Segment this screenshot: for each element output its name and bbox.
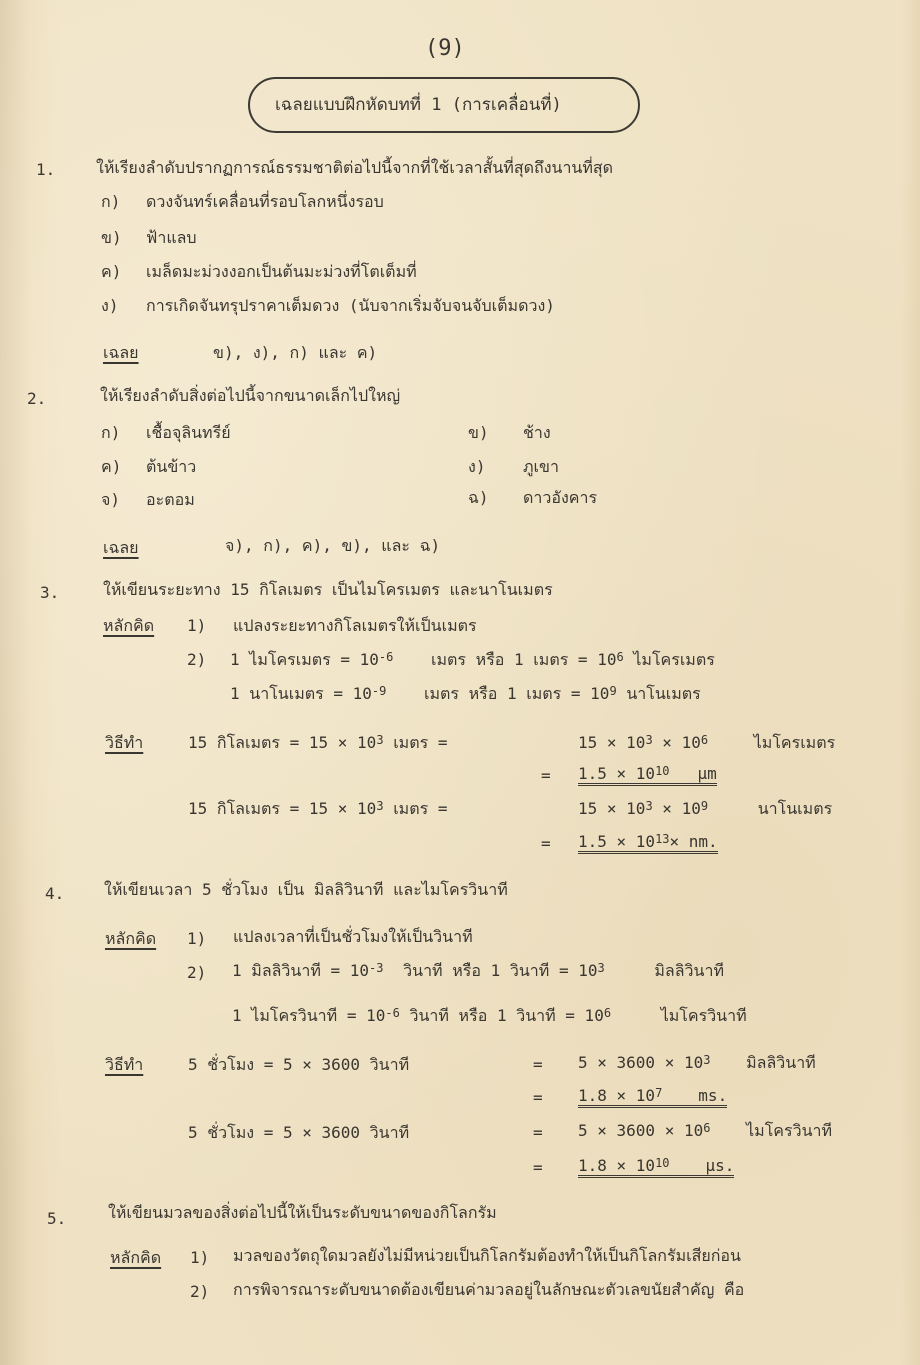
exponent: 6 (703, 1121, 711, 1135)
q4-concept-num: 1) (187, 929, 207, 948)
lhs: 15 กิโลเมตร = 15 × 10 (188, 799, 377, 818)
unit: ไมโครวินาที (746, 1121, 833, 1140)
q4-result-us (578, 1158, 734, 1178)
q1-item-text: ฟ้าแลบ (146, 228, 197, 247)
mid: วินาที หรือ 1 วินาที = 10 (409, 1006, 604, 1025)
q5-number: 5. (47, 1209, 67, 1228)
q5-concept-label: หลักคิด (110, 1248, 162, 1267)
q1-number: 1. (36, 160, 56, 179)
q4-concept-text: แปลงเวลาที่เป็นชั่วโมงให้เป็นวินาที (233, 927, 473, 946)
q3-concept-num: 2) (187, 650, 207, 669)
q3-concept-num: 1) (187, 616, 207, 635)
q4-method-eq: = (533, 1055, 543, 1074)
q3-result-nm (578, 834, 718, 854)
exponent: 10 (655, 1156, 670, 1170)
unit: นาโนเมตร (757, 799, 833, 818)
q4-method-lhs: 5 ชั่วโมง = 5 × 3600 วินาที (188, 1123, 410, 1142)
result: 1.8 × 10 (578, 1086, 656, 1105)
mid: เมตร = (393, 733, 448, 752)
exponent: -6 (378, 650, 394, 664)
exponent: 3 (645, 799, 653, 813)
mid: วินาที หรือ 1 วินาที = 10 (403, 961, 598, 980)
q4-result-eq: = (533, 1088, 543, 1107)
q1-item-key: ก) (101, 192, 121, 211)
q1-answer-label: เฉลย (103, 343, 139, 362)
rhs: ไมโครวินาที (660, 1006, 747, 1025)
q4-method-label: วิธีทำ (105, 1055, 144, 1074)
exponent: 3 (376, 733, 384, 747)
exponent: 3 (645, 733, 653, 747)
q3-concept-text: แปลงระยะทางกิโลเมตรให้เป็นเมตร (233, 616, 477, 635)
q3-result-eq: = (541, 766, 551, 785)
unit: มิลลิวินาที (746, 1053, 816, 1072)
q2-item-text: อะตอม (146, 490, 195, 509)
exponent: 6 (700, 733, 709, 747)
q2-item-key: ข) (468, 423, 489, 442)
q2-item-text: ต้นข้าว (146, 457, 197, 476)
exponent: 3 (703, 1053, 711, 1067)
rhs: มิลลิวินาที (654, 961, 724, 980)
q2-item-text: เชื้อจุลินทรีย์ (146, 423, 231, 442)
q3-method-line (188, 801, 447, 817)
calc: 15 × 10 (578, 733, 646, 752)
exponent: -9 (371, 684, 387, 698)
q2-item-text: ภูเขา (523, 457, 559, 476)
q5-concept-num: 1) (190, 1248, 210, 1267)
lhs: 15 กิโลเมตร = 15 × 10 (188, 733, 377, 752)
q3-concept-label: หลักคิด (103, 616, 155, 635)
q3-method-calc (578, 801, 832, 817)
lhs: 1 ไมโครวินาที = 10 (232, 1006, 386, 1025)
result: 1.5 × 10 (578, 832, 656, 851)
q4-result-ms (578, 1088, 727, 1108)
q3-result-um (578, 766, 717, 786)
exponent: 3 (376, 799, 384, 813)
page-title: เฉลยแบบฝึกหัดบทที่ 1 (การเคลื่อนที่) (275, 95, 562, 115)
unit: ไมโครเมตร (753, 733, 836, 752)
q2-item-key: ค) (101, 457, 122, 476)
q3-number: 3. (40, 583, 60, 602)
q3-method-calc (578, 735, 835, 751)
q1-item-key: ง) (101, 296, 119, 315)
lhs: 1 ไมโครเมตร = 10 (230, 650, 379, 669)
q4-method-calc (578, 1055, 816, 1071)
exponent: 7 (655, 1086, 663, 1100)
q2-item-text: ช้าง (523, 423, 551, 442)
q3-result-eq: = (541, 834, 551, 853)
q1-item-text: ดวงจันทร์เคลื่อนที่รอบโลกหนึ่งรอบ (146, 192, 384, 211)
q4-concept-line (232, 963, 724, 979)
q5-concept-text: มวลของวัตถุใดมวลยังไม่มีหน่วยเป็นกิโลกรัมต้องทำให้เป็นกิโลกรัมเสียก่อน (233, 1246, 741, 1265)
calc: × 10 (652, 799, 701, 818)
q4-number: 4. (45, 884, 65, 903)
q2-prompt: ให้เรียงลำดับสิ่งต่อไปนี้จากขนาดเล็กไปใหญ่ (100, 386, 401, 405)
q4-concept-num: 2) (187, 963, 207, 982)
q2-item-text: ดาวอังคาร (523, 488, 598, 507)
lhs: 1 นาโนเมตร = 10 (230, 684, 372, 703)
exponent: 3 (597, 961, 605, 975)
calc: 5 × 3600 × 10 (578, 1053, 704, 1072)
q3-concept-line (230, 652, 715, 668)
exponent: 10 (655, 764, 670, 778)
calc: × 10 (652, 733, 701, 752)
q4-method-eq: = (533, 1123, 543, 1142)
rhs: ไมโครเมตร (633, 650, 715, 669)
q4-method-calc (578, 1123, 832, 1139)
unit: × nm. (669, 832, 718, 851)
q1-item-key: ค) (101, 262, 122, 281)
exponent: 9 (609, 684, 617, 698)
q4-prompt: ให้เขียนเวลา 5 ชั่วโมง เป็น มิลลิวินาที และไมโครวินาที (104, 880, 508, 899)
q2-number: 2. (27, 389, 47, 408)
q5-prompt: ให้เขียนมวลของสิ่งต่อไปนี้ให้เป็นระดับขนาดของกิโลกรัม (108, 1203, 497, 1222)
unit: ms. (698, 1086, 728, 1105)
q4-concept-line (232, 1008, 747, 1024)
q2-answer: จ), ก), ค), ข), และ ฉ) (225, 536, 441, 555)
q1-item-key: ข) (101, 228, 122, 247)
q1-item-text: เมล็ดมะม่วงงอกเป็นต้นมะม่วงที่โตเต็มที่ (146, 262, 417, 281)
q3-method-label: วิธีทำ (105, 733, 144, 752)
q3-method-line (188, 735, 447, 751)
result: 1.5 × 10 (578, 764, 656, 783)
q1-item-text: การเกิดจันทรุปราคาเต็มดวง (นับจากเริ่มจับจนจับเต็มดวง) (146, 296, 555, 315)
mid: เมตร หรือ 1 เมตร = 10 (423, 684, 610, 703)
exponent: 13 (655, 832, 670, 846)
q5-concept-text: การพิจารณาระดับขนาดต้องเขียนค่ามวลอยู่ในลักษณะตัวเลขนัยสำคัญ คือ (233, 1280, 745, 1299)
q1-prompt: ให้เรียงลำดับปรากฏการณ์ธรรมชาติต่อไปนี้จากที่ใช้เวลาสั้นที่สุดถึงนานที่สุด (96, 158, 614, 177)
calc: 5 × 3600 × 10 (578, 1121, 704, 1140)
q5-concept-num: 2) (190, 1282, 210, 1301)
exponent: -6 (385, 1006, 400, 1020)
result: 1.8 × 10 (578, 1156, 656, 1175)
exponent: -3 (369, 961, 384, 975)
q3-concept-line (230, 686, 701, 702)
q1-answer: ข), ง), ก) และ ค) (213, 343, 378, 362)
mid: เมตร หรือ 1 เมตร = 10 (431, 650, 617, 669)
q2-answer-label: เฉลย (103, 538, 139, 557)
q3-prompt: ให้เขียนระยะทาง 15 กิโลเมตร เป็นไมโครเมตร และนาโนเมตร (103, 580, 553, 599)
exponent: 6 (603, 1006, 612, 1020)
q2-item-key: ฉ) (468, 488, 489, 507)
q4-result-eq: = (533, 1158, 543, 1177)
calc: 15 × 10 (578, 799, 646, 818)
q4-method-lhs: 5 ชั่วโมง = 5 × 3600 วินาที (188, 1055, 410, 1074)
lhs: 1 มิลลิวินาที = 10 (232, 961, 370, 980)
exponent: 6 (616, 650, 624, 664)
unit: μm (697, 764, 717, 783)
q4-concept-label: หลักคิด (105, 929, 157, 948)
rhs: นาโนเมตร (626, 684, 701, 703)
exponent: 9 (700, 799, 709, 813)
q2-item-key: ก) (101, 423, 121, 442)
page-number: (9) (425, 36, 465, 61)
q2-item-key: จ) (101, 490, 121, 509)
q2-item-key: ง) (468, 457, 486, 476)
unit: μs. (705, 1156, 735, 1175)
mid: เมตร = (393, 799, 448, 818)
